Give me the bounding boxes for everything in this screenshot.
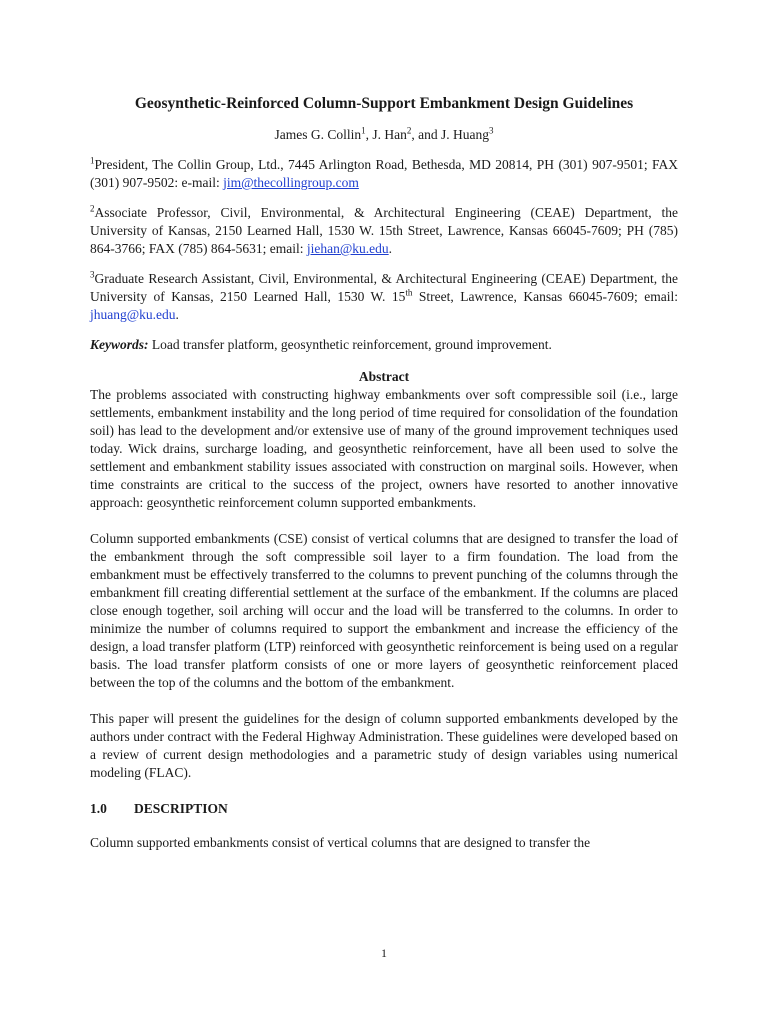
section-heading bbox=[90, 800, 678, 818]
author-superscript: 3 bbox=[489, 125, 494, 136]
author-name: J. Han bbox=[372, 127, 407, 142]
abstract-section bbox=[90, 368, 678, 782]
author-separator: , and bbox=[411, 127, 441, 142]
affiliation-text: President, The Collin Group, Ltd., 7445 Arlington Road, Bethesda, MD 20814, PH (301) 907-9501; FAX (301) 907-9502: e-mail: bbox=[90, 157, 678, 190]
author-name: James G. Collin bbox=[274, 127, 362, 142]
author-superscript: 1 bbox=[361, 125, 366, 136]
affiliation-trailing: . bbox=[388, 241, 393, 256]
affiliation-superscript: 1 bbox=[90, 155, 95, 166]
section-number: 1.0 bbox=[90, 801, 107, 816]
author-line bbox=[90, 126, 678, 144]
page-number: 1 bbox=[381, 946, 387, 960]
affiliation-text: Associate Professor, Civil, Environmental, & Architectural Engineering (CEAE) Department, the University of Kansas, 2150 Learned Hall, 1530 W. 15th Street, Lawrence, Kansas 66045-7609; PH (785) 864-3766; FAX (785) 864-5631; email: bbox=[90, 205, 678, 256]
keywords bbox=[90, 336, 678, 354]
page-content bbox=[90, 94, 678, 862]
abstract-paragraph: This paper will present the guidelines for the design of column supported embankments developed by the authors under contract with the Federal Highway Administration. These guidelines were developed based on a review of current design methodologies and a parametric study of design variables using numerical modeling (FLAC). bbox=[90, 711, 678, 780]
affiliation-2 bbox=[90, 204, 678, 258]
affiliation-superscript: 2 bbox=[90, 203, 95, 214]
email-link[interactable]: jiehan@ku.edu bbox=[306, 241, 389, 256]
affiliation-text: Graduate Research Assistant, Civil, Environmental, & Architectural Engineering (CEAE) Department, the University of Kansas, 2150 Learned Hall, 1530 W. 15 bbox=[90, 271, 678, 304]
abstract-paragraph: Column supported embankments (CSE) consist of vertical columns that are designed to transfer the load of the embankment through the soft compressible soil layer to a firm foundation. The load from the embankment must be effectively transferred to the columns to prevent punching of the columns through the embankment fill creating differential settlement at the surface of the embankment. If the columns are placed close enough together, soil arching will occur and the load will be transferred to the columns. In order to minimize the number of columns required to support the embankment and increase the efficiency of the design, a load transfer platform (LTP) reinforced with geosynthetic reinforcement is being used on a regular basis. The load transfer platform consists of one or more layers of geosynthetic reinforcement placed between the top of the columns and the bottom of the embankment. bbox=[90, 531, 678, 690]
keywords-label: Keywords: bbox=[90, 337, 149, 352]
author-separator: , bbox=[365, 127, 373, 142]
section-title: DESCRIPTION bbox=[134, 801, 228, 816]
email-link[interactable]: jim@thecollingroup.com bbox=[223, 175, 359, 190]
affiliation-superscript: 3 bbox=[90, 269, 95, 280]
paper-title: Geosynthetic-Reinforced Column-Support Embankment Design Guidelines bbox=[134, 95, 634, 112]
affiliation-1 bbox=[90, 156, 678, 192]
author-name: J. Huang bbox=[441, 127, 489, 142]
email-link[interactable]: jhuang@ku.edu bbox=[90, 307, 176, 322]
affiliation-text: Street, Lawrence, Kansas 66045-7609; email: bbox=[412, 289, 679, 304]
affiliation-3 bbox=[90, 270, 678, 324]
affiliation-trailing: . bbox=[175, 307, 179, 322]
ordinal-superscript: th bbox=[405, 287, 413, 298]
keywords-text: Load transfer platform, geosynthetic reinforcement, ground improvement. bbox=[148, 337, 552, 352]
abstract-heading: Abstract bbox=[358, 369, 410, 384]
author-superscript: 2 bbox=[406, 125, 412, 136]
section-paragraph: Column supported embankments consist of vertical columns that are designed to transfer the bbox=[90, 835, 591, 850]
abstract-paragraph: The problems associated with constructing highway embankments over soft compressible soil (i.e., large settlements, embankment instability and the long period of time required for consolidation of the foundation soil) has lead to the development and/or extensive use of many of the ground improvement techniques used today. Wick drains, surcharge loading, and geosynthetic reinforcement, have all been used to solve the settlement and embankment stability issues associated with construction on marginal soils. However, when time constraints are critical to the success of the project, owners have resorted to another innovative approach: geosynthetic reinforcement column supported embankments. bbox=[90, 387, 678, 510]
